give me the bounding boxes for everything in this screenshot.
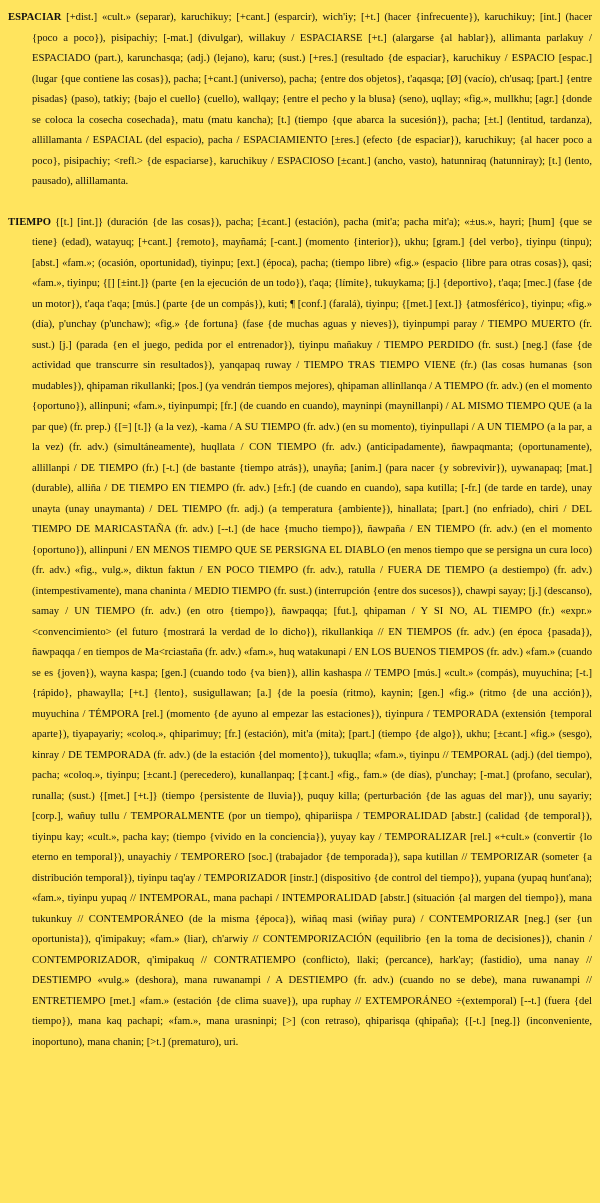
entry-headword: TIEMPO	[8, 216, 51, 228]
dictionary-entry-tiempo	[8, 213, 592, 1054]
entry-headword: ESPACIAR	[8, 12, 62, 23]
dictionary-entry-espaciar	[8, 8, 592, 193]
entry-body: {[t.] [int.]} (duración {de las cosas}), pacha; [±cant.] (estación), pacha (mit'a; pacha mit'a); «±us.», hayri; [hum] {que se tiene} (edad), watayuq; [+cant.] {remoto}, mayñamá; [-cant.] (momento {interior}), ukhu; [gram.] {del verbo}, tiyinpu (tinpu); [abst.] «fam.»; (ocasión, oportunidad), tiyinpu; [ext.] (época), pacha; (tiempo libre) «fig.» (espacio {libre para otras cosas}), qasi; «fam.», tiyinpu; {[] [±int.]} (parte {en la ejecución de un todo}), t'aqa; {límite}, tukuykama; [j.] {deportivo}, t'aqa; [mec.] (fase {de un motor}), t'aqa t'aqa; [mús.] (parte {de un compás}), kuti; ¶ [conf.] (faralá), tiyinpu; {[met.] [ext.]} {atmosférico}, tiyinpu; «fig.» (día), p'unchay (p'unchaw); «fig.» {de fortuna} (fase {de muchas aguas y nieves}), tiyinpumpi paray / TIEMPO MUERTO (fr. sust.) [j.] (parada {en el juego, pedida por el entrenador}), tiyinpu mañakuy / TIEMPO PERDIDO (fr. sust.) [neg.] (fase {de actividad que transcurre sin resultados}), yanqapaq ruway / TIEMPO TRAS TIEMPO VIENE (fr.) (las cosas humanas {son mudables}), qhipaman rikullanki; [pos.] (ya vendrán tiempos mejores), qhipaman allinllanqa / A TIEMPO (fr. adv.) (en el momento {oportuno}), allinpuni; «fam.», tiyinpumpi; [fr.] (de cuando en cuando), mayninpi (maynillanpi) / AL MISMO TIEMPO QUE (a la par que) (fr. prep.) {[=] [t.]} (a la vez), -kama / A SU TIEMPO (fr. adv.) (en su momento), tiyinpullapi / A UN TIEMPO (a la par, a la vez) (fr. adv.) (simultáneamente), huqllata / CON TIEMPO (fr. adv.) (anticipadamente), ñawpaqmanta; (oportunamente), allillanpi / DE TIEMPO (fr.) [-t.] (de bastante {tiempo atrás}), unayña; [anim.] (para nacer {y sobrevivir}), uywanapaq; [mat.] (durable), alliña / DE TIEMPO EN TIEMPO (fr. adv.) [±fr.] (de cuando en cuando), sapa kutilla; [-fr.] (de tarde en tarde), unay unayta (unay unaymanta) / DEL TIEMPO (fr. adj.) (a temperatura {ambiente}), hinallata; [part.] (no enfriado), chiri / DEL TIEMPO DE MARICASTAÑA (fr. adv.) [--t.] (de hace {mucho tiempo}), ñawpaña / EN TIEMPO (fr. adv.) (en el momento {oportuno}), allinpuni / EN MENOS TIEMPO QUE SE PERSIGNA EL DIABLO (en menos tiempo que se persigna un cura loco) (fr. adv.) «fig., vulg.», diktun faktun / EN POCO TIEMPO (fr. adv.), ratulla / FUERA DE TIEMPO (a destiempo) (fr. adv.) (intempestivamente), mana chaninta / MEDIO TIEMPO (fr. sust.) (interrupción {entre dos sucesos}), chawpi sayay; [j.] (descanso), samay / UN TIEMPO (fr. adv.) (en otro {tiempo}), ñawpaqqa; [fut.], qhipaman / Y SI NO, AL TIEMPO (fr.) «expr.» <convencimiento> (el futuro {mostrará la verdad de lo dicho}), rikullankiqa // EN TIEMPOS (fr. adv.) (en época {pasada}), ñawpaqqa / en tiempos de Ma<rciastaña (fr. adv.) «fam.», huq watakunapi / EN LOS BUENOS TIEMPOS (fr. adv.) «fam.» (cuando se es {joven}), wayna kaspa; [gen.] (cuando todo {va bien}), allin kashaspa // TEMPO [mús.] «cult.» (compás), muyuchina; [-t.] {rápido}, phawaylla; [+t.] {lento}, susigullawan; [a.] {de la poesía (ritmo), kaynin; [gen.] «fig.» (ritmo {de una acción}), muyuchina / TÉMPORA [rel.] (momento {de ayuno al empezar las estaciones}), tiyinpura / TEMPORADA (extensión {temporal aparte}), tiyapayariy; «coloq.», qhiparimuy; [fr.] (estación), mit'a (mita); [part.] (tiempo {de algo}), ukhu; [±cant.] «fig.» (sesgo), kinray / DE TEMPORADA (fr. adv.) (de la estación {del momento}), tukuqlla; «fam.», tiyinpu // TEMPORAL (adj.) (del tiempo), pacha; «coloq.», tiyinpu; [±cant.] (perecedero), kunallanpaq; [‡cant.] «fig., fam.» (de días), p'unchay; [-mat.] (profano, secular), runalla; (sust.) {[met.] [+t.]} (tiempo {persistente de lluvia}), puquy killa; (perturbación {de las aguas del mar}), unu sayariy; [corp.], wañuy tullu / TEMPORALMENTE (por un tiempo), qhipariispa / TEMPORALIDAD [abstr.] (calidad {de temporal}), tiyinpu kay; «cult.», pacha kay; (tiempo {vivido en la conciencia}), yuyay kay / TEMPORALIZAR [rel.] «+cult.» (convertir {lo eterno en temporal}), unayachiy / TEMPORERO [soc.] (trabajador {de temporada}), sapa kutillan // TEMPORIZAR (someter {a distribución temporal}), tiyinpu taq'ay / TEMPORIZADOR [instr.] (dispositivo {de control del tiempo}), yupana (yupaq hunt'ana); «fam.», tiyinpu yupaq // INTEMPORAL, mana pachapi / INTEMPORALIDAD [abstr.] (situación {al margen del tiempo}), mana tukunkuy // CONTEMPORÁNEO (de la misma {época}), wiñaq masi (wiñay pura) / CONTEMPORIZAR [neg.] (ser {un oportunista}), q'imipakuy; «fam.» (liar), ch'arwiy // CONTEMPORIZACIÓN (equilibrio {en la toma de decisiones}), chanin / CONTEMPORIZADOR, q'imipakuq // CONTRATIEMPO (conflicto), llaki; (percance), hark'ay; (fastidio), uma nanay // DESTIEMPO «vulg.» (deshora), mana ruwanampi / A DESTIEMPO (fr. adv.) (cuando no se debe), mana ruwanampi // ENTRETIEMPO [met.] «fam.» (estación {de clima suave}), upa ruphay // EXTEMPORÁNEO ÷(extemporal) [--t.] (fuera {del tiempo}), mana kaq pachapi; «fam.», mana urasninpi; [>] (con retraso), qhiparisqa (qhipaña); {[-t.] [neg.]} (inconveniente, inoportuno), mana chanin; [>t.] (prematuro), uri.	[32, 216, 592, 1048]
entry-body: [+dist.] «cult.» (separar), karuchikuy; [+cant.] (esparcir), wich'iy; [+t.] (hacer {infrecuente}), karuchikuy; [int.] (hacer {poco a poco}), pisipachiy; [-mat.] (divulgar), willakuy / ESPACIARSE [+t.] (alargarse {al hablar}), allimanta parlakuy / ESPACIADO (part.), karunchasqa; (adj.) (lejano), karu; (sust.) [+res.] (resultado {de espaciar}, karuchikuy / ESPACIO [espac.] (lugar {que contiene las cosas}), pacha; [+cant.] (universo), pacha; {entre dos objetos}, t'aqasqa; [Ø] (vacío), ch'usaq; [part.] {entre pisadas} (paso), tatkiy; {bajo el cuello} (cuello), wallqay; {entre el pecho y la blusa} (seno), uqllay; «fig.», mullkhu; [agr.] {donde se coloca la cosecha cosechada}, matu (matu kancha); [t.] (tiempo {que abarca la sucesión}), pacha; [±t.] (lentitud, tardanza), allillamanta / ESPACIAL (del espacio), pacha / ESPACIAMIENTO [±res.] (efecto {de espaciar}), karuchikuy; {al hacer poco a poco}, pisipachiy; <refl.> {de espaciarse}, karuchikuy / ESPACIOSO [±cant.] (ancho, vasto), hatunniraq (hatunniray); [t.] (lento, pausado), allillamanta.	[32, 12, 592, 187]
